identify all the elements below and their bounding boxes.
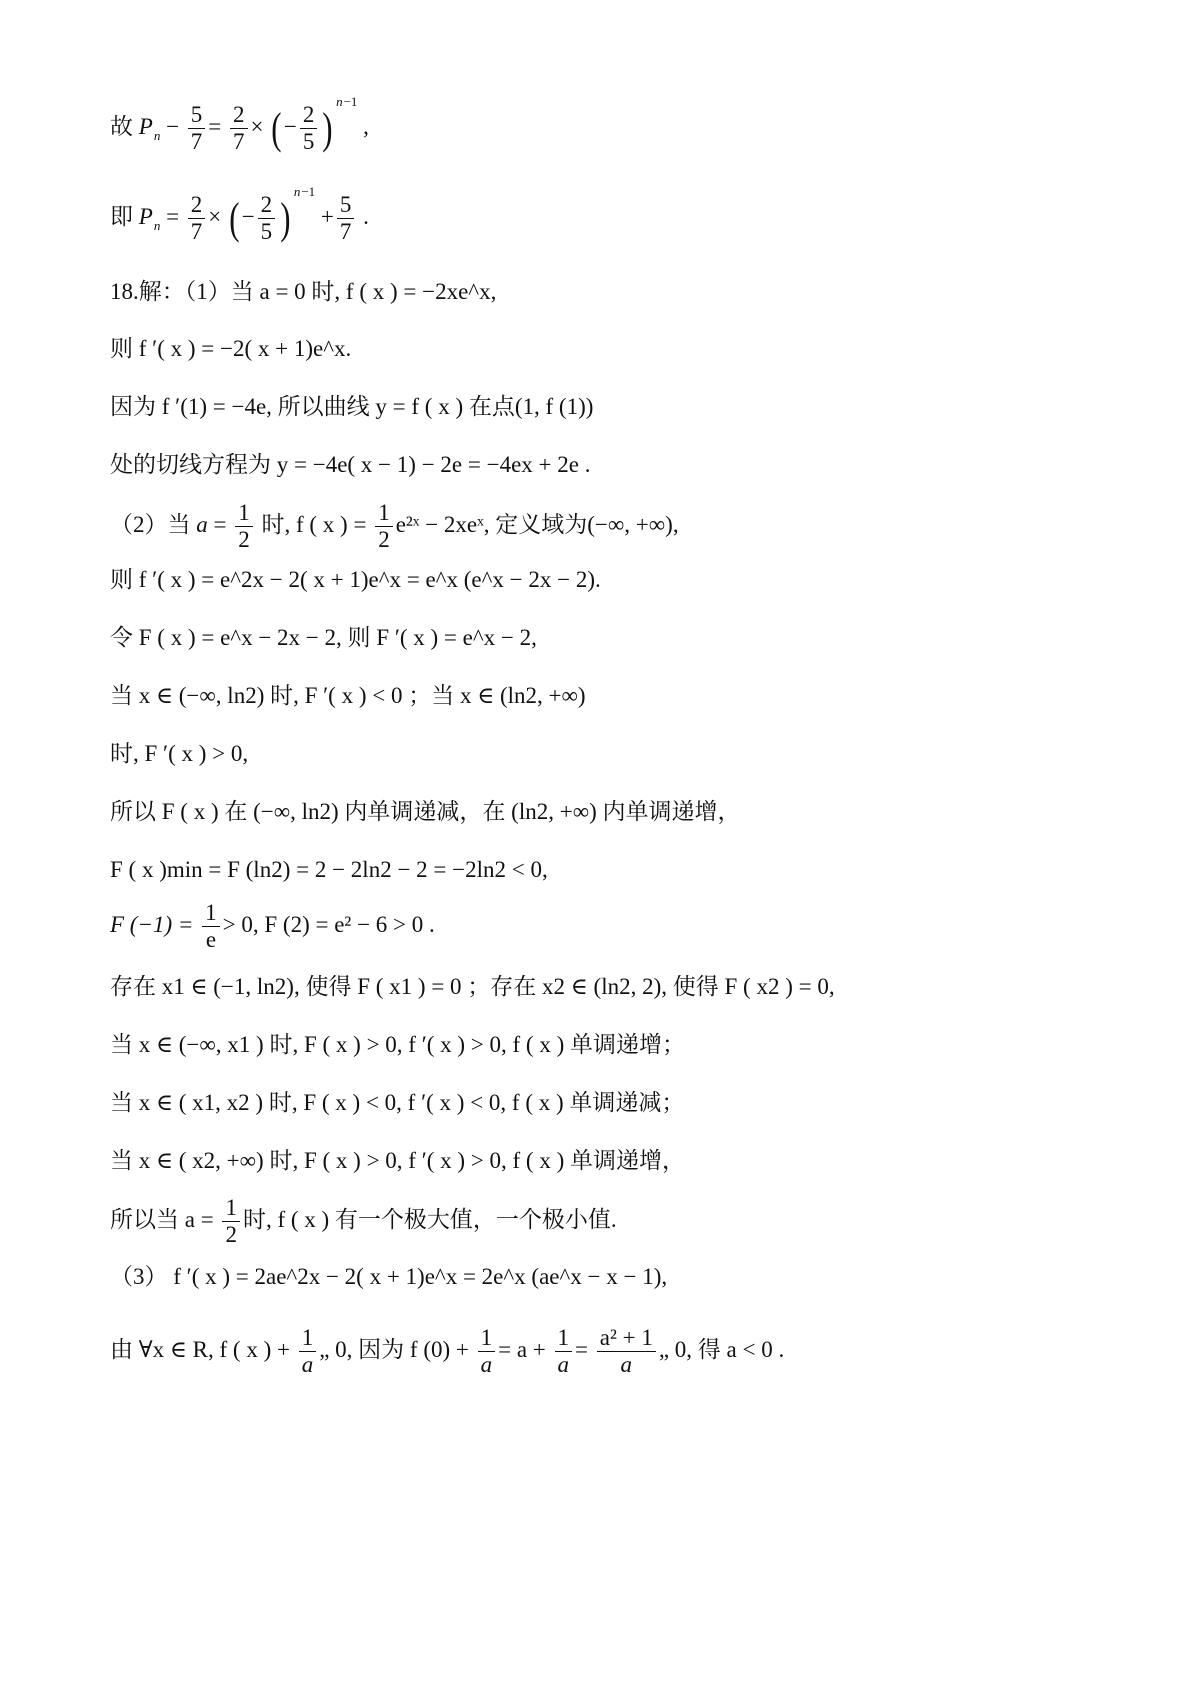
line-3: 18.解：（1）当 a = 0 时, f ( x ) = −2xe^x,	[110, 279, 497, 304]
line-2: 即 $P_n$ = $\frac{2}{7}$ × (− $\frac{2}{5}$ )$^{n-1}$ + $\frac{5}{7}$ .	[110, 184, 369, 245]
line-20: （3） f ′( x ) = 2ae^2x − 2( x + 1)e^x = 2e^x (ae^x − x − 1),	[110, 1264, 668, 1289]
line-6: 处的切线方程为 y = −4e( x − 1) − 2e = −4ex + 2e .	[110, 452, 591, 477]
fraction: $\frac{5}{7}$	[188, 102, 206, 156]
line-18: 当 x ∈ ( x2, +∞) 时, F ( x ) > 0, f ′( x ) > 0, f ( x ) 单调递增，	[110, 1148, 685, 1173]
line-7: （2）当 a = $\frac{1}{2}$ 时, f ( x ) = $\frac{1}{2}$ e²ˣ − 2xeˣ, 定义域为(−∞, +∞),	[110, 500, 679, 553]
line-4: 则 f ′( x ) = −2( x + 1)e^x.	[110, 336, 352, 361]
line-21: 由 ∀x ∈ R, f ( x ) + $\frac{1}{a}$ „ 0, 因为 f (0) + $\frac{1}{a}$ = a + $\frac{1}{a}$ = $\frac{\text{a² + 1}}{a}$ „ 0, 得 a < 0 .	[110, 1325, 785, 1378]
line-1: 故 $P_n$ − $\frac{5}{7}$ = $\frac{2}{7}$ × (− $\frac{2}{5}$ )$^{n-1}$ ,	[110, 94, 369, 155]
line-16: 当 x ∈ (−∞, x1 ) 时, F ( x ) > 0, f ′( x ) > 0, f ( x ) 单调递增；	[110, 1032, 685, 1057]
fraction: $\frac{2}{7}$	[230, 102, 248, 156]
line-5: 因为 f ′(1) = −4e, 所以曲线 y = f ( x ) 在点(1, f (1))	[110, 394, 594, 419]
line-12: 所以 F ( x ) 在 (−∞, ln2) 内单调递减，在 (ln2, +∞) 内单调递增，	[110, 799, 741, 824]
line-15: 存在 x1 ∈ (−1, ln2), 使得 F ( x1 ) = 0 ；存在 x2 ∈ (ln2, 2), 使得 F ( x2 ) = 0,	[110, 974, 835, 999]
line-17: 当 x ∈ ( x1, x2 ) 时, F ( x ) < 0, f ′( x ) < 0, f ( x ) 单调递减；	[110, 1090, 685, 1115]
line-13: F ( x )min = F (ln2) = 2 − 2ln2 − 2 = −2ln2 < 0,	[110, 857, 548, 882]
line-14: F (−1) = $\frac{1}{e}$ > 0, F (2) = e² − 6 > 0 .	[110, 900, 435, 953]
line-9: 令 F ( x ) = e^x − 2x − 2, 则 F ′( x ) = e^x − 2,	[110, 625, 537, 650]
fraction: $\frac{2}{5}$	[300, 102, 318, 156]
line-19: 所以当 a = $\frac{1}{2}$ 时, f ( x ) 有一个极大值，一个极小值.	[110, 1195, 617, 1248]
line-10: 当 x ∈ (−∞, ln2) 时, F ′( x ) < 0 ；当 x ∈ (ln2, +∞)	[110, 683, 586, 708]
text-prefix: 故	[110, 114, 133, 139]
line-8: 则 f ′( x ) = e^2x − 2( x + 1)e^x = e^x (e^x − 2x − 2).	[110, 567, 601, 592]
line-11: 时, F ′( x ) > 0,	[110, 741, 249, 766]
